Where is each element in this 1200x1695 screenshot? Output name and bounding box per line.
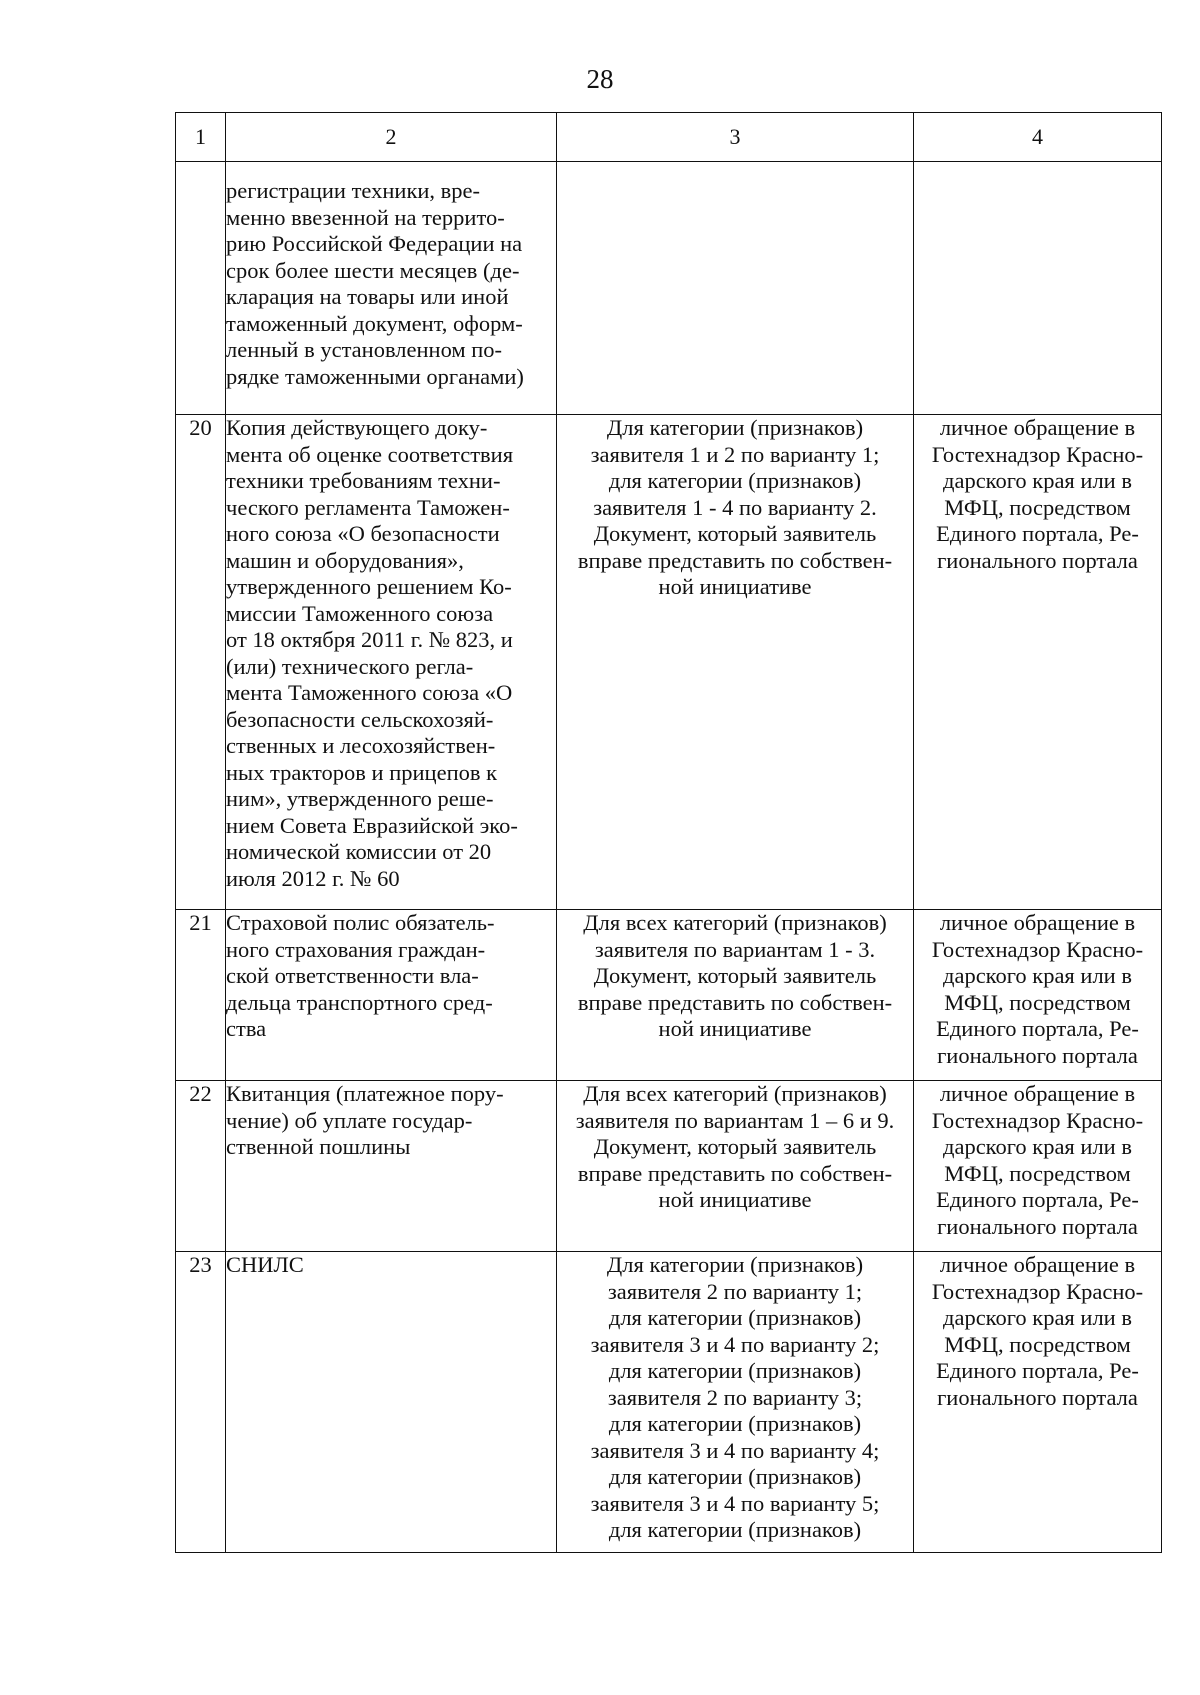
- table-row: [176, 910, 1162, 1081]
- submission-condition: Для всех категорий (признаков) заявителя по вариантам 1 - 3. Документ, который заявитель вправе представить по собствен- ной инициативе: [557, 910, 914, 1081]
- documents-table: [175, 112, 1162, 1553]
- table-row: [176, 415, 1162, 910]
- submission-method: личное обращение в Гостехнадзор Красно- дарского края или в МФЦ, посредством Единого портала, Ре- гионального портала: [914, 1252, 1162, 1553]
- submission-condition: Для категории (признаков) заявителя 1 и 2 по варианту 1; для категории (признаков) заявителя 1 - 4 по варианту 2. Документ, который заявитель вправе представить по собствен- ной инициативе: [557, 415, 914, 910]
- submission-condition: Для категории (признаков) заявителя 2 по варианту 1; для категории (признаков) заявителя 3 и 4 по варианту 2; для категории (признаков) заявителя 2 по варианту 3; для категории (признаков) заявителя 3 и 4 по варианту 4; для категории (признаков) заявителя 3 и 4 по варианту 5; для категории (признаков): [557, 1252, 914, 1553]
- document-description: регистрации техники, вре- менно ввезенной на террито- рию Российской Федерации на срок более шести месяцев (де- кларация на товары или иной таможенный документ, оформ- ленный в установленном по- рядке таможенными органами): [226, 162, 557, 415]
- page-number: 28: [586, 64, 614, 94]
- submission-method: личное обращение в Гостехнадзор Красно- дарского края или в МФЦ, посредством Единого портала, Ре- гионального портала: [914, 1081, 1162, 1252]
- row-number: 21: [176, 910, 226, 1081]
- submission-method: личное обращение в Гостехнадзор Красно- дарского края или в МФЦ, посредством Единого портала, Ре- гионального портала: [914, 415, 1162, 910]
- submission-method: [914, 162, 1162, 415]
- document-description: Квитанция (платежное пору- чение) об уплате государ- ственной пошлины: [226, 1081, 557, 1252]
- submission-method: личное обращение в Гостехнадзор Красно- дарского края или в МФЦ, посредством Единого портала, Ре- гионального портала: [914, 910, 1162, 1081]
- submission-condition: [557, 162, 914, 415]
- document-description: Страховой полис обязатель- ного страхования граждан- ской ответственности вла- дельца транспортного сред- ства: [226, 910, 557, 1081]
- column-header-4: 4: [914, 113, 1162, 162]
- table-row: [176, 162, 1162, 415]
- submission-condition: Для всех категорий (признаков) заявителя по вариантам 1 – 6 и 9. Документ, который заявитель вправе представить по собствен- ной инициативе: [557, 1081, 914, 1252]
- row-number: 23: [176, 1252, 226, 1553]
- column-header-1: 1: [176, 113, 226, 162]
- column-header-2: 2: [226, 113, 557, 162]
- table-header-row: [176, 113, 1162, 162]
- row-number: [176, 162, 226, 415]
- row-number: 22: [176, 1081, 226, 1252]
- document-description: СНИЛС: [226, 1252, 557, 1553]
- row-number: 20: [176, 415, 226, 910]
- column-header-3: 3: [557, 113, 914, 162]
- table-row: [176, 1252, 1162, 1553]
- table-row: [176, 1081, 1162, 1252]
- document-description: Копия действующего доку- мента об оценке соответствия техники требованиям техни- ческого регламента Таможен- ного союза «О безопасности машин и оборудования», утвержденного решением Ко- миссии Таможенного союза от 18 октября 2011 г. № 823, и (или) технического регла- мента Таможенного союза «О безопасности сельскохозяй- ственных и лесохозяйствен- ных тракторов и прицепов к ним», утвержденного реше- нием Совета Евразийской эко- номической комиссии от 20 июля 2012 г. № 60: [226, 415, 557, 910]
